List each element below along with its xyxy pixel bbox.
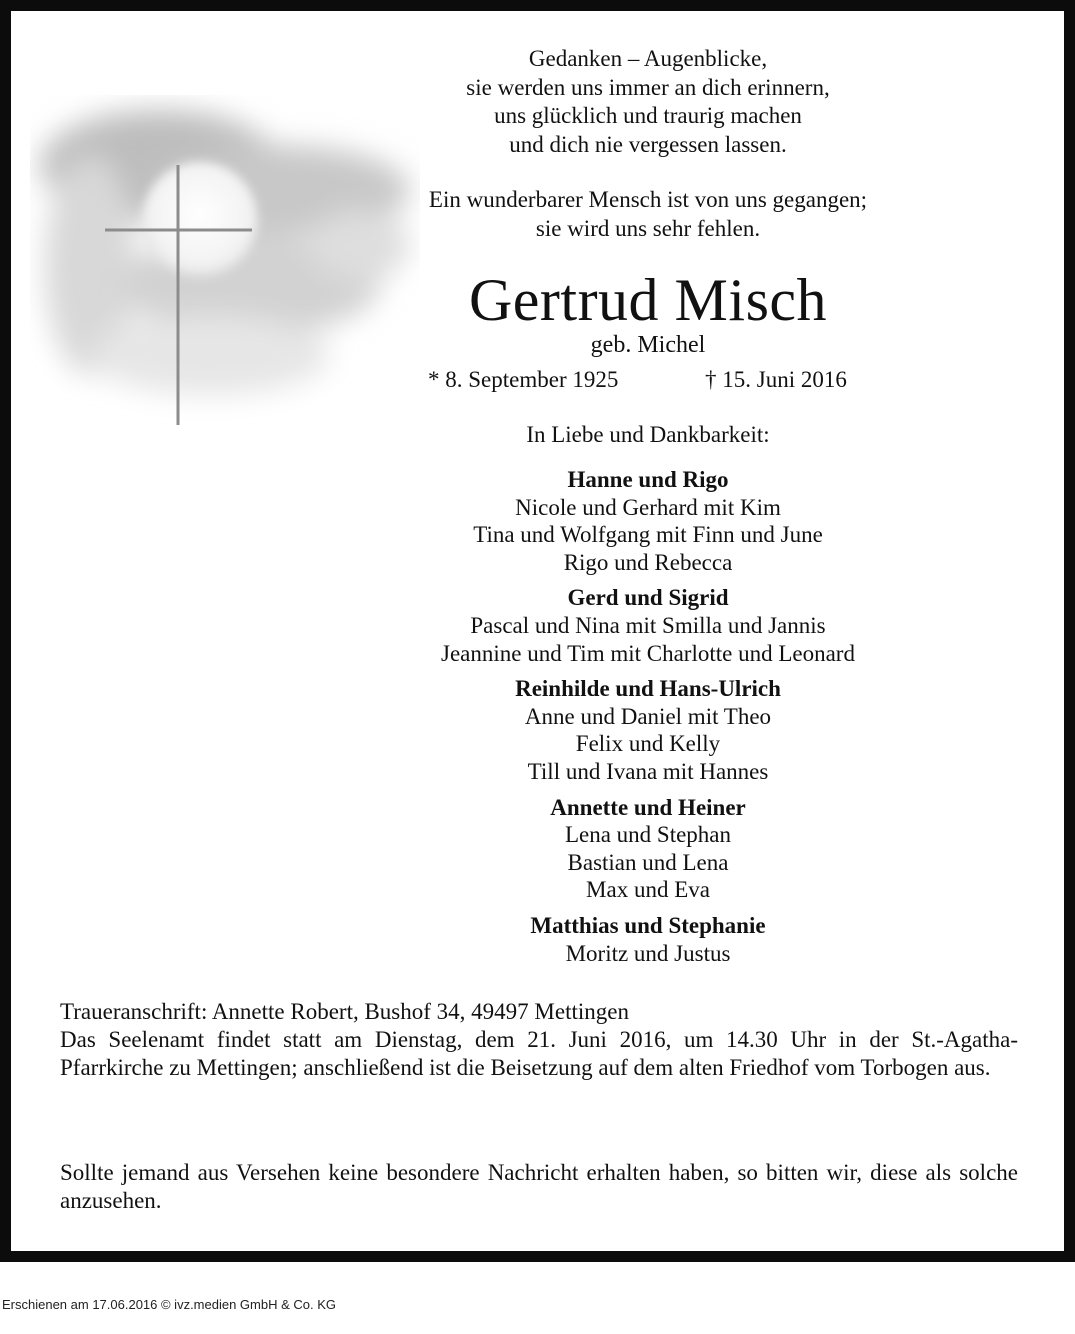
closing-note: Sollte jemand aus Versehen keine besondere Nachricht erhalten haben, so bitten wir, diese als solche anzusehen. (60, 1160, 1018, 1213)
poem-line: und dich nie vergessen lassen. (509, 131, 787, 157)
poem (388, 45, 908, 243)
family-member: Felix und Kelly (575, 731, 721, 757)
family-group (388, 912, 908, 967)
family-head: Hanne und Rigo (567, 467, 729, 492)
family-member: Tina und Wolfgang mit Finn und June (473, 522, 823, 548)
family-member: Max und Eva (586, 877, 710, 903)
family-member: Nicole und Gerhard mit Kim (515, 494, 781, 520)
family-member: Jeannine und Tim mit Charlotte und Leonard (441, 640, 855, 666)
family-head: Matthias und Stephanie (530, 912, 766, 938)
death-date: † 15. Juni 2016 (705, 367, 847, 392)
cross-with-moon-clouds-icon (30, 95, 420, 425)
poem-line: Ein wunderbarer Mensch ist von uns gegangen; (428, 187, 868, 212)
mourners-list (388, 466, 908, 975)
family-member: Rigo und Rebecca (563, 549, 733, 575)
family-head: Reinhilde und Hans-Ulrich (515, 676, 781, 702)
family-member: Bastian und Lena (567, 849, 729, 875)
birth-date: * 8. September 1925 (428, 367, 619, 392)
family-member: Moritz und Justus (565, 940, 731, 966)
deceased-name: Gertrud Misch (468, 267, 828, 333)
family-group (388, 466, 908, 576)
poem-line: sie wird uns sehr fehlen. (535, 215, 761, 241)
family-head: Annette und Heiner (550, 794, 746, 820)
publication-credit: Erschienen am 17.06.2016 © ivz.medien GmbH & Co. KG (2, 1297, 337, 1312)
mourning-address: Traueranschrift: Annette Robert, Bushof 34, 49497 Mettingen (60, 999, 629, 1024)
family-member: Pascal und Nina mit Smilla und Jannis (470, 612, 826, 638)
dedication-intro: In Liebe und Dankbarkeit: (526, 422, 770, 447)
family-group (388, 794, 908, 904)
maiden-name: geb. Michel (590, 332, 706, 358)
family-member: Till und Ivana mit Hannes (527, 758, 769, 784)
poem-line: uns glücklich und traurig machen (494, 103, 802, 128)
family-member: Anne und Daniel mit Theo (524, 703, 772, 729)
family-group (388, 675, 908, 785)
family-group (388, 584, 908, 667)
service-notice: Das Seelenamt findet statt am Dienstag, dem 21. Juni 2016, um 14.30 Uhr in der St.-Agatha-Pfarrkirche zu Mettingen; anschließend ist die Beisetzung auf dem alten Friedhof vom Torbogen aus. (60, 1027, 1018, 1080)
family-head: Gerd und Sigrid (567, 585, 729, 611)
family-member: Lena und Stephan (564, 822, 732, 848)
poem-line: sie werden uns immer an dich erinnern, (466, 74, 830, 100)
poem-line: Gedanken – Augenblicke, (528, 46, 768, 71)
